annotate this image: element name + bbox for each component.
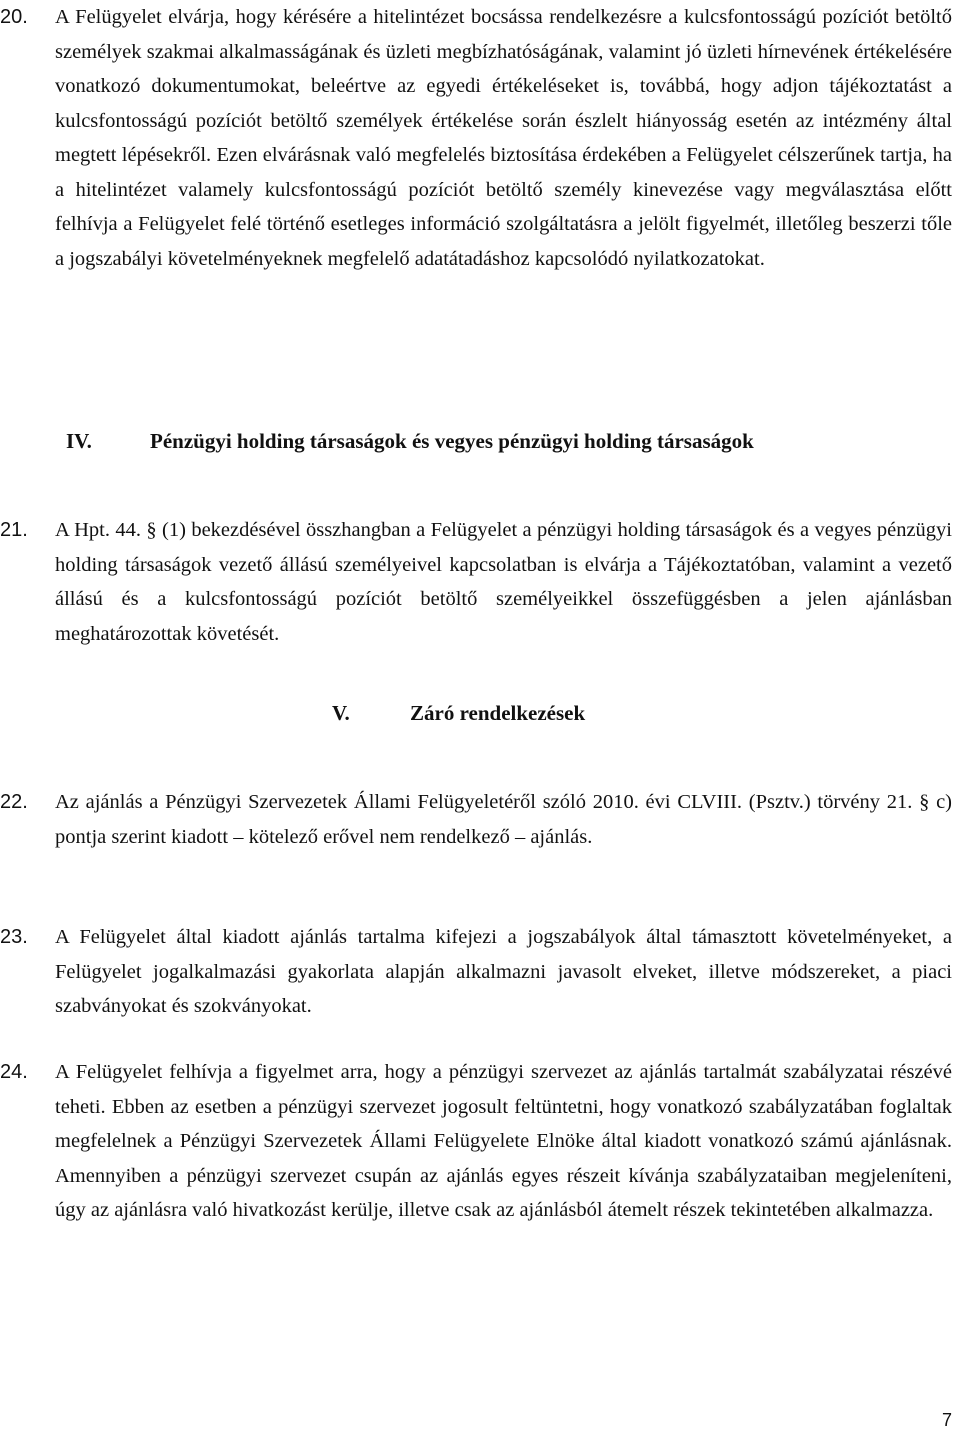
paragraph-text: A Felügyelet elvárja, hogy kérésére a hitelintézet bocsássa rendelkezésre a kulcsfontosságú pozíciót betöltő személyek szakmai alkalmasságának és üzleti megbízhatóságának, valamint jó üzleti hírnevének értékelésére vonatkozó dokumentumokat, beleértve az egyedi értékeléseket is, továbbá, hogy adjon tájékoztatást a kulcsfontosságú pozíciót betöltő személyek értékelése során észlelt hiányosság esetén az intézmény által megtett lépésekről. Ezen elvárásnak való megfelelés biztosítása érdekében a Felügyelet célszerűnek tartja, ha a hitelintézet valamely kulcsfontosságú pozíciót betöltő személy kinevezése vagy megválasztása előtt felhívja a Felügyelet felé történő esetleges információ szolgáltatásra a jelölt figyelmét, illetőleg beszerzi tőle a jogszabályi követelményeknek megfelelő adatátadáshoz kapcsolódó nyilatkozatokat. (55, 6, 952, 270)
paragraph-21 (0, 513, 952, 651)
paragraph-number: 23. (0, 926, 28, 948)
paragraph-number: 22. (0, 791, 28, 813)
paragraph-23 (0, 920, 952, 1024)
section-title: Pénzügyi holding társaságok és vegyes pénzügyi holding társaságok (150, 429, 754, 453)
paragraph-text: A Hpt. 44. § (1) bekezdésével összhangban a Felügyelet a pénzügyi holding társaságok és a vegyes pénzügyi holding társaságok vezető állású személyeivel kapcsolatban is elvárja a Tájékoztatóban, valamint a vezető állású és a kulcsfontosságú pozíciót betöltő személyeikkel összefüggésben a jelen ajánlásban meghatározottak követését. (55, 519, 952, 645)
paragraph-number: 24. (0, 1061, 28, 1083)
section-heading-v (0, 698, 952, 728)
paragraph-text: A Felügyelet felhívja a figyelmet arra, hogy a pénzügyi szervezet az ajánlás tartalmát szabályzatai részévé teheti. Ebben az esetben a pénzügyi szervezet jogosult feltüntetni, hogy vonatkozó szabályzatában foglaltak megfelelnek a Pénzügyi Szervezetek Állami Felügyelete Elnöke által kiadott vonatkozó számú ajánlásnak. Amennyiben a pénzügyi szervezet csupán az ajánlás egyes részeit kívánja szabályzataiban megjeleníteni, úgy az ajánlásra való hivatkozást kerülje, illetve csak az ajánlásból átemelt részek tekintetében alkalmazza. (55, 1061, 952, 1221)
paragraph-22 (0, 785, 952, 854)
section-number: IV. (66, 429, 92, 453)
section-title: Záró rendelkezések (410, 701, 586, 725)
paragraph-number: 21. (0, 519, 28, 541)
paragraph-number: 20. (0, 6, 28, 28)
section-number: V. (332, 701, 350, 725)
paragraph-text: Az ajánlás a Pénzügyi Szervezetek Állami Felügyeletéről szóló 2010. évi CLVIII. (Psztv.) törvény 21. § c) pontja szerint kiadott – kötelező erővel nem rendelkező – ajánlás. (55, 791, 952, 848)
page-number: 7 (941, 1410, 952, 1430)
paragraph-text: A Felügyelet által kiadott ajánlás tartalma kifejezi a jogszabályok által támasztott követelményeket, a Felügyelet jogalkalmazási gyakorlata alapján alkalmazni javasolt elveket, illetve módszereket, a piaci szabványokat és szokványokat. (55, 926, 952, 1017)
paragraph-20 (0, 0, 952, 276)
section-heading-iv (0, 426, 952, 456)
paragraph-24 (0, 1055, 952, 1228)
